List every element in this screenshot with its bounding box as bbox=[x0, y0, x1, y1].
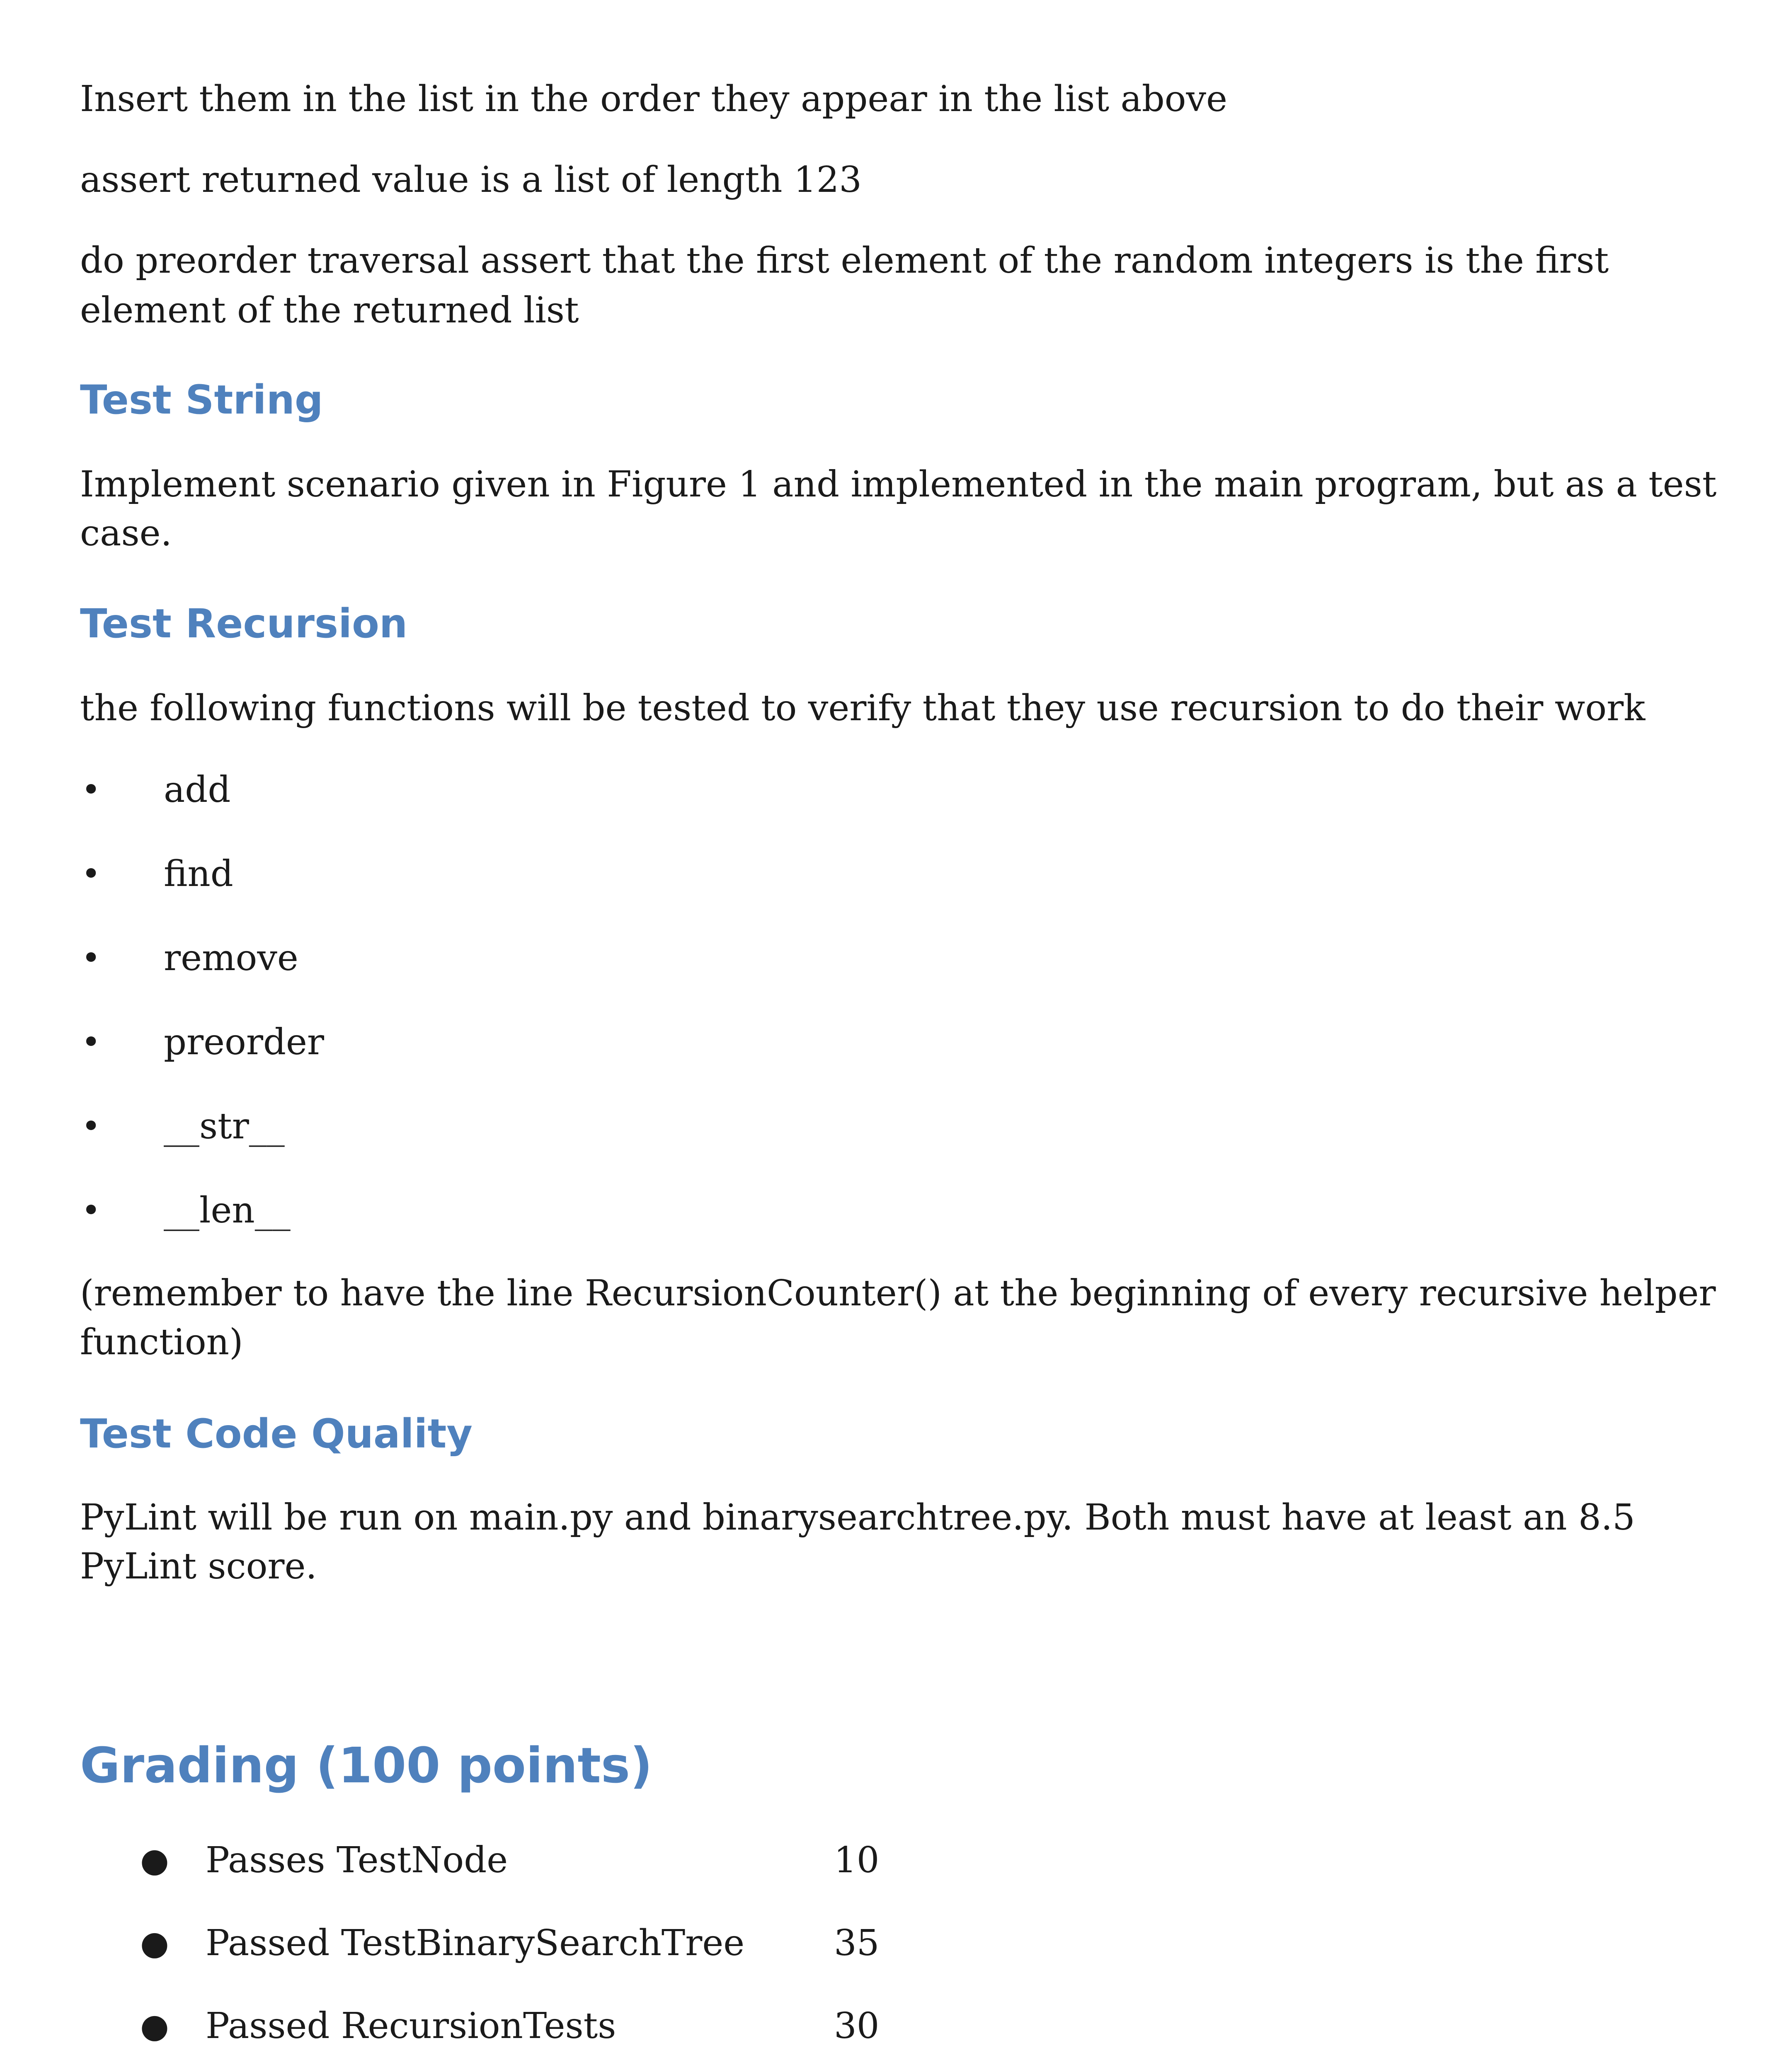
intro-line-3a: do preorder traversal assert that the first element of the random integers is the first bbox=[80, 240, 1609, 281]
bullet-icon: • bbox=[81, 854, 101, 893]
list-item-remove: remove bbox=[164, 937, 298, 979]
grading-item-label: Passed RecursionTests bbox=[206, 2005, 616, 2047]
intro-line-3b: element of the returned list bbox=[80, 290, 579, 331]
code-quality-line-2: PyLint score. bbox=[80, 1546, 317, 1587]
list-item-preorder: preorder bbox=[164, 1021, 324, 1063]
list-item-find: find bbox=[164, 853, 233, 895]
bullet-icon: • bbox=[81, 1107, 101, 1145]
heading-grading: Grading (100 points) bbox=[80, 1737, 653, 1794]
heading-test-code-quality: Test Code Quality bbox=[80, 1411, 473, 1457]
grading-item-points: 10 bbox=[834, 1840, 880, 1881]
intro-line-1: Insert them in the list in the order they appear in the list above bbox=[80, 78, 1228, 120]
grading-item-points: 35 bbox=[834, 1922, 880, 1964]
list-item-str: __str__ bbox=[164, 1106, 285, 1147]
grading-item-points: 30 bbox=[834, 2005, 880, 2047]
heading-test-string: Test String bbox=[80, 377, 323, 423]
bullet-icon: ● bbox=[140, 1924, 169, 1962]
test-string-line-2: case. bbox=[80, 513, 172, 554]
intro-line-2: assert returned value is a list of length 123 bbox=[80, 159, 862, 201]
bullet-icon: • bbox=[81, 939, 101, 977]
grading-item-label: Passed TestBinarySearchTree bbox=[206, 1922, 745, 1964]
test-string-line-1: Implement scenario given in Figure 1 and implemented in the main program, but as a test bbox=[80, 464, 1717, 505]
bullet-icon: ● bbox=[140, 1841, 169, 1879]
list-item-len: __len__ bbox=[164, 1190, 291, 1231]
grading-item-label: Passes TestNode bbox=[206, 1840, 508, 1881]
recursion-note-line-1: (remember to have the line RecursionCounter() at the beginning of every recursive helper bbox=[80, 1273, 1716, 1314]
code-quality-line-1: PyLint will be run on main.py and binarysearchtree.py. Both must have at least an 8.5 bbox=[80, 1497, 1635, 1538]
bullet-icon: ● bbox=[140, 2007, 169, 2045]
list-item-add: add bbox=[164, 769, 231, 811]
recursion-note-line-2: function) bbox=[80, 1322, 243, 1363]
test-recursion-intro: the following functions will be tested to verify that they use recursion to do their work bbox=[80, 687, 1646, 729]
bullet-icon: • bbox=[81, 770, 101, 809]
bullet-icon: • bbox=[81, 1023, 101, 1061]
bullet-icon: • bbox=[81, 1191, 101, 1230]
heading-test-recursion: Test Recursion bbox=[80, 600, 408, 647]
